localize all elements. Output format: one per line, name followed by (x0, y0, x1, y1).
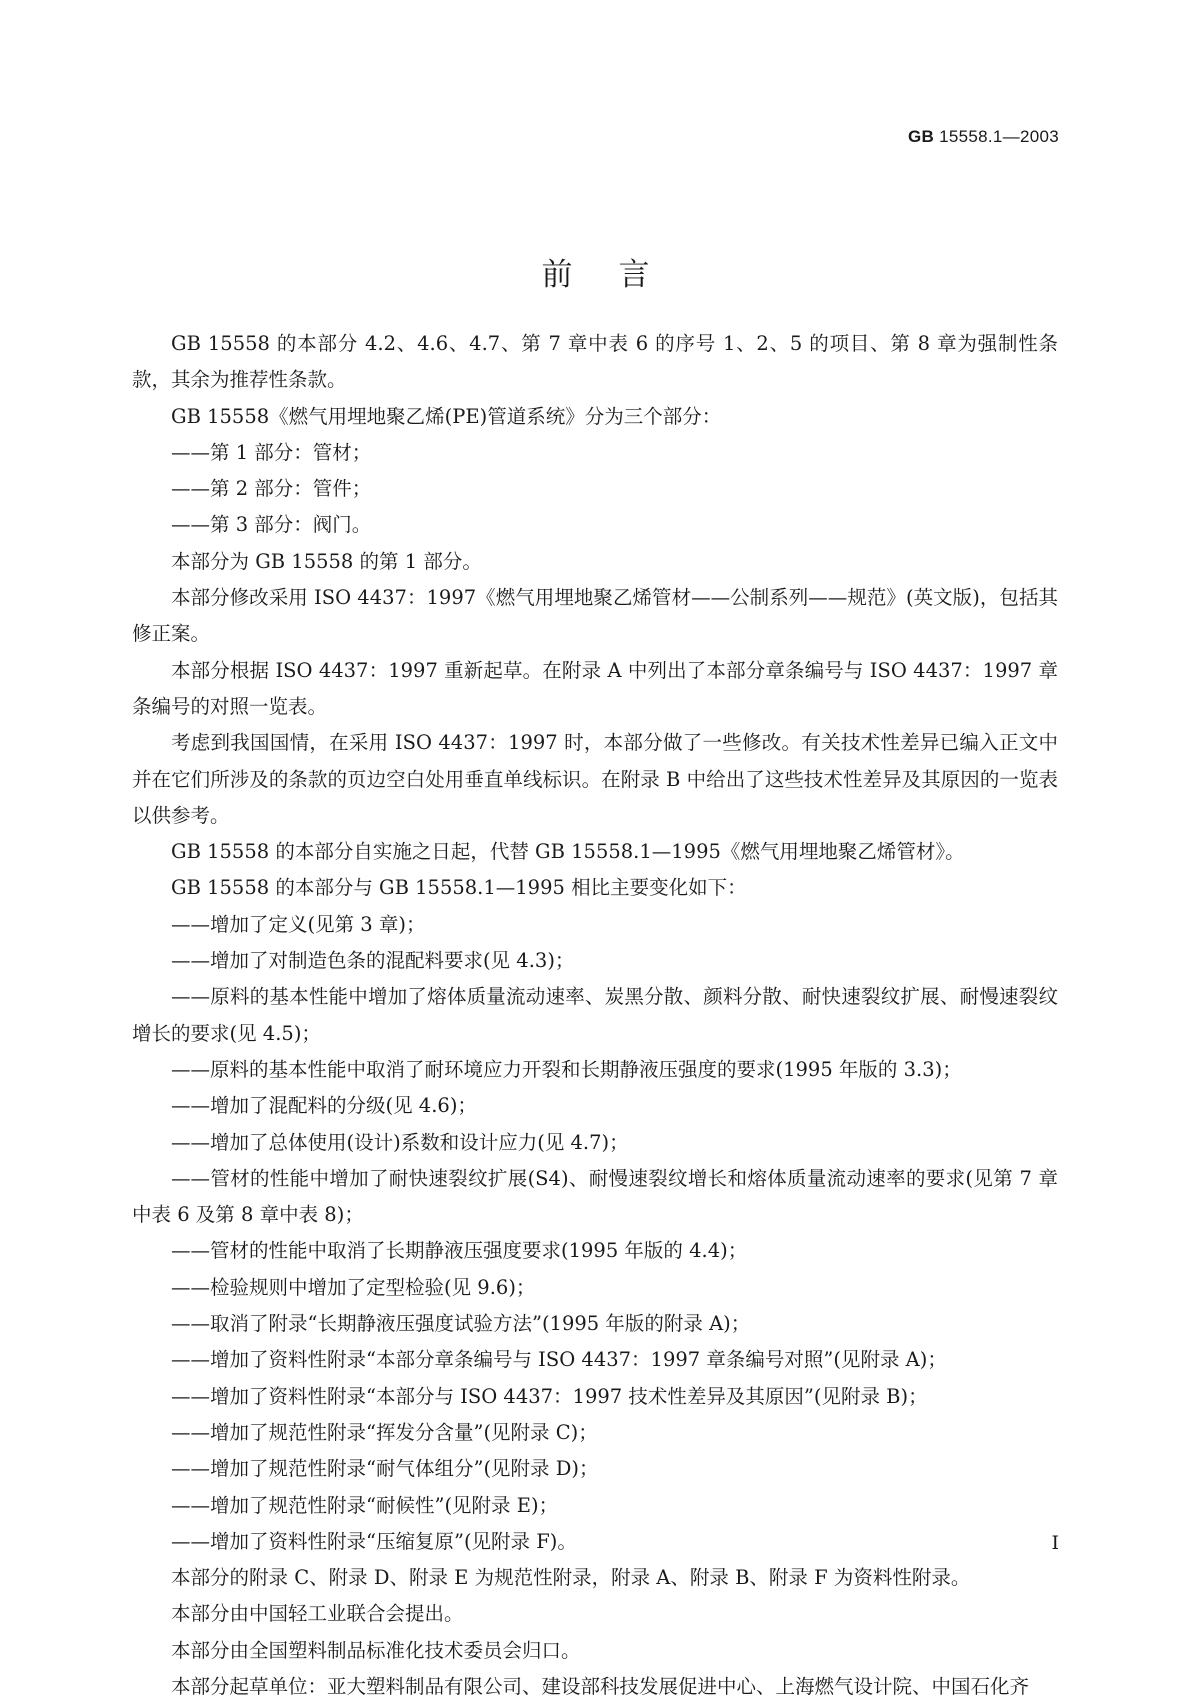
document-body (132, 326, 1058, 1705)
change-item: ——原料的基本性能中取消了耐环境应力开裂和长期静液压强度的要求(1995 年版的 3.3)； (171, 1057, 962, 1081)
change-item: ——增加了对制造色条的混配料要求(见 4.3)； (171, 949, 575, 973)
list-item-part-3: ——第 3 部分：阀门。 (171, 513, 372, 537)
paragraph-2: GB 15558《燃气用埋地聚乙烯(PE)管道系统》分为三个部分： (171, 404, 722, 428)
change-item: ——增加了规范性附录“挥发分含量”(见附录 C)； (171, 1420, 598, 1444)
paragraph-proposer: 本部分由中国轻工业联合会提出。 (171, 1602, 464, 1626)
change-item: ——增加了规范性附录“耐气体组分”(见附录 D)； (171, 1457, 599, 1481)
change-item: ——增加了资料性附录“压缩复原”(见附录 F)。 (171, 1529, 577, 1553)
standard-code: 15558.1—2003 (939, 127, 1059, 146)
paragraph-5: 本部分根据 ISO 4437：1997 重新起草。在附录 A 中列出了本部分章条编号与 ISO 4437：1997 章条编号的对照一览表。 (132, 658, 1058, 718)
list-item-part-2: ——第 2 部分：管件； (171, 477, 372, 501)
page-title: 前言 (541, 256, 696, 293)
list-item-part-1: ——第 1 部分：管材； (171, 440, 372, 464)
paragraph-4: 本部分修改采用 ISO 4437：1997《燃气用埋地聚乙烯管材——公制系列——规范》(英文版)，包括其修正案。 (132, 586, 1058, 646)
page-number: I (1051, 1532, 1059, 1554)
paragraph-1: GB 15558 的本部分 4.2、4.6、4.7、第 7 章中表 6 的序号 1、2、5 的项目、第 8 章为强制性条款，其余为推荐性条款。 (132, 332, 1058, 392)
change-item: ——增加了规范性附录“耐候性”(见附录 E)； (171, 1493, 559, 1517)
change-item: ——增加了总体使用(设计)系数和设计应力(见 4.7)； (171, 1130, 629, 1154)
standard-number (908, 127, 1059, 147)
paragraph-administrator: 本部分由全国塑料制品标准化技术委员会归口。 (171, 1638, 581, 1662)
change-item: ——增加了定义(见第 3 章)； (171, 912, 426, 936)
paragraph-6: 考虑到我国国情，在采用 ISO 4437：1997 时，本部分做了一些修改。有关技术性差异已编入正文中并在它们所涉及的条款的页边空白处用垂直单线标识。在附录 B 中给出了这些技术性差异及其原因的一览表以供参考。 (132, 731, 1058, 827)
paragraph-3: 本部分为 GB 15558 的第 1 部分。 (171, 549, 482, 573)
paragraph-annex-note: 本部分的附录 C、附录 D、附录 E 为规范性附录，附录 A、附录 B、附录 F 为资料性附录。 (171, 1566, 971, 1590)
change-item: ——检验规则中增加了定型检验(见 9.6)； (171, 1275, 536, 1299)
standard-prefix: GB (907, 127, 935, 146)
change-item: ——原料的基本性能中增加了熔体质量流动速率、炭黑分散、颜料分散、耐快速裂纹扩展、耐慢速裂纹增长的要求(见 4.5)； (132, 985, 1058, 1045)
change-item: ——增加了资料性附录“本部分章条编号与 ISO 4437：1997 章条编号对照”(见附录 A)； (171, 1348, 947, 1372)
paragraph-drafting-units: 本部分起草单位：亚大塑料制品有限公司、建设部科技发展促进中心、上海燃气设计院、中国石化齐 (171, 1674, 1030, 1698)
change-item: ——增加了混配料的分级(见 4.6)； (171, 1094, 477, 1118)
change-item: ——管材的性能中增加了耐快速裂纹扩展(S4)、耐慢速裂纹增长和熔体质量流动速率的要求(见第 7 章中表 6 及第 8 章中表 8)； (132, 1166, 1058, 1227)
change-item: ——取消了附录“长期静液压强度试验方法”(1995 年版的附录 A)； (171, 1312, 751, 1336)
paragraph-8: GB 15558 的本部分与 GB 15558.1—1995 相比主要变化如下： (171, 876, 747, 900)
paragraph-7: GB 15558 的本部分自实施之日起，代替 GB 15558.1—1995《燃气用埋地聚乙烯管材》。 (171, 840, 965, 864)
change-item: ——管材的性能中取消了长期静液压强度要求(1995 年版的 4.4)； (171, 1239, 748, 1263)
change-item: ——增加了资料性附录“本部分与 ISO 4437：1997 技术性差异及其原因”(见附录 B)； (171, 1384, 928, 1408)
